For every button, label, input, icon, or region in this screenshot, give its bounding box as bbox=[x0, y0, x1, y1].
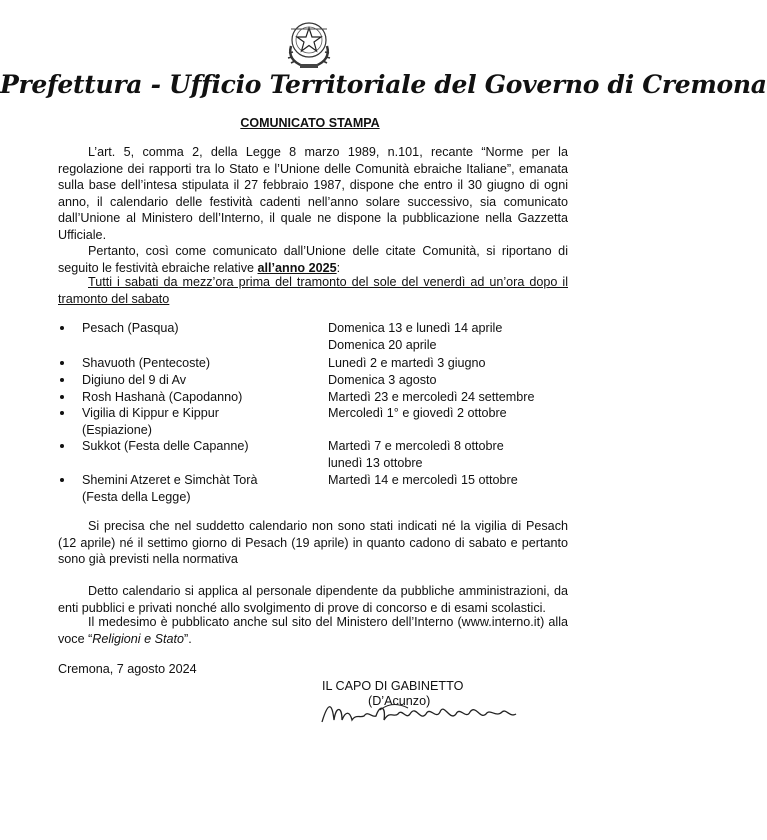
holiday-dates bbox=[328, 405, 588, 422]
holiday-name: Rosh Hashanà (Capodanno) bbox=[82, 390, 243, 404]
intro-paragraph bbox=[58, 144, 568, 244]
applicability-text: Detto calendario si applica al personale dipendente da pubbliche amministrazioni, da enti pubblici e privati nonché allo svolgimento di prove di concorso e di esami scolastici. bbox=[58, 584, 568, 615]
holiday-date: Martedì 14 e mercoledì 15 ottobre bbox=[328, 473, 518, 487]
year-highlight: all’anno 2025 bbox=[257, 260, 337, 275]
holiday-date: Martedì 7 e mercoledì 8 ottobre bbox=[328, 439, 504, 453]
holiday-name: Shavuoth (Pentecoste) bbox=[82, 356, 211, 370]
holiday-date: Martedì 23 e mercoledì 24 settembre bbox=[328, 390, 535, 404]
holiday-name: Sukkot (Festa delle Capanne) bbox=[82, 439, 249, 453]
reference-paragraph bbox=[58, 243, 568, 276]
sabbath-text: Tutti i sabati da mezz’ora prima del tramonto del sole del venerdì ad un’ora dopo il tramonto del sabato bbox=[58, 275, 568, 306]
holiday-date: Domenica 20 aprile bbox=[328, 337, 437, 352]
italian-republic-emblem-icon bbox=[283, 16, 335, 72]
office-title: Prefettura - Ufficio Territoriale del Governo di Cremona bbox=[0, 70, 767, 99]
publication-text: Il medesimo è pubblicato anche sul sito del Ministero dell’Interno (www.interno.it) alla voce “ bbox=[58, 615, 568, 646]
holiday-name: Vigilia di Kippur e Kippur (Espiazione) bbox=[82, 406, 219, 437]
reference-text: Pertanto, così come comunicato dall’Unione delle citate Comunità, si riportano di seguito le festività ebraiche relative bbox=[58, 244, 568, 275]
signer-name: (D’Acunzo) bbox=[368, 694, 431, 708]
holiday-name: Shemini Atzeret e Simchàt Torà (Festa della Legge) bbox=[82, 473, 258, 504]
intro-text: L’art. 5, comma 2, della Legge 8 marzo 1989, n.101, recante “Norme per la regolazione dei rapporti tra lo Stato e l’Unione delle Comunità ebraiche Italiane”, emanata sulla base dell’intesa stipulata il 27 febbraio 1987, dispone che entro il 30 giugno di ogni anno, il calendario delle festività cadenti nell’anno solare successivo, sia comunicato dall’Unione al Ministero dell’Interno, il quale ne dispone la pubblicazione nella Gazzetta Ufficiale. bbox=[58, 145, 568, 242]
holiday-name: Pesach (Pasqua) bbox=[82, 321, 179, 335]
holiday-dates bbox=[328, 355, 588, 372]
holiday-dates bbox=[328, 320, 588, 353]
place-date: Cremona, 7 agosto 2024 bbox=[58, 662, 197, 676]
applicability-paragraph bbox=[58, 583, 568, 616]
holiday-date: Domenica 3 agosto bbox=[328, 373, 437, 387]
publication-paragraph bbox=[58, 614, 568, 647]
holiday-dates bbox=[328, 389, 588, 406]
holiday-dates bbox=[328, 472, 588, 489]
holiday-dates bbox=[328, 438, 588, 471]
sabbath-note bbox=[58, 274, 568, 307]
publication-end: ”. bbox=[184, 631, 192, 646]
holiday-name: Digiuno del 9 di Av bbox=[82, 373, 187, 387]
holiday-date: Domenica 13 e lunedì 14 aprile bbox=[328, 321, 503, 335]
clarification-text: Si precisa che nel suddetto calendario non sono stati indicati né la vigilia di Pesach (12 aprile) né il settimo giorno di Pesach (19 aprile) in quanto cadono di sabato e pertanto sono già previsti nella normativa bbox=[58, 519, 568, 567]
holiday-date: Lunedì 2 e martedì 3 giugno bbox=[328, 356, 486, 370]
reference-end: : bbox=[336, 260, 341, 275]
press-release-title: COMUNICATO STAMPA bbox=[240, 116, 380, 130]
handwritten-signature bbox=[320, 696, 520, 730]
holiday-dates bbox=[328, 372, 588, 389]
publication-section: Religioni e Stato bbox=[92, 631, 185, 646]
clarification-paragraph bbox=[58, 518, 568, 568]
holiday-date: Mercoledì 1° e giovedì 2 ottobre bbox=[328, 406, 507, 420]
holiday-date: lunedì 13 ottobre bbox=[328, 455, 423, 470]
signer-role: IL CAPO DI GABINETTO bbox=[322, 679, 464, 693]
